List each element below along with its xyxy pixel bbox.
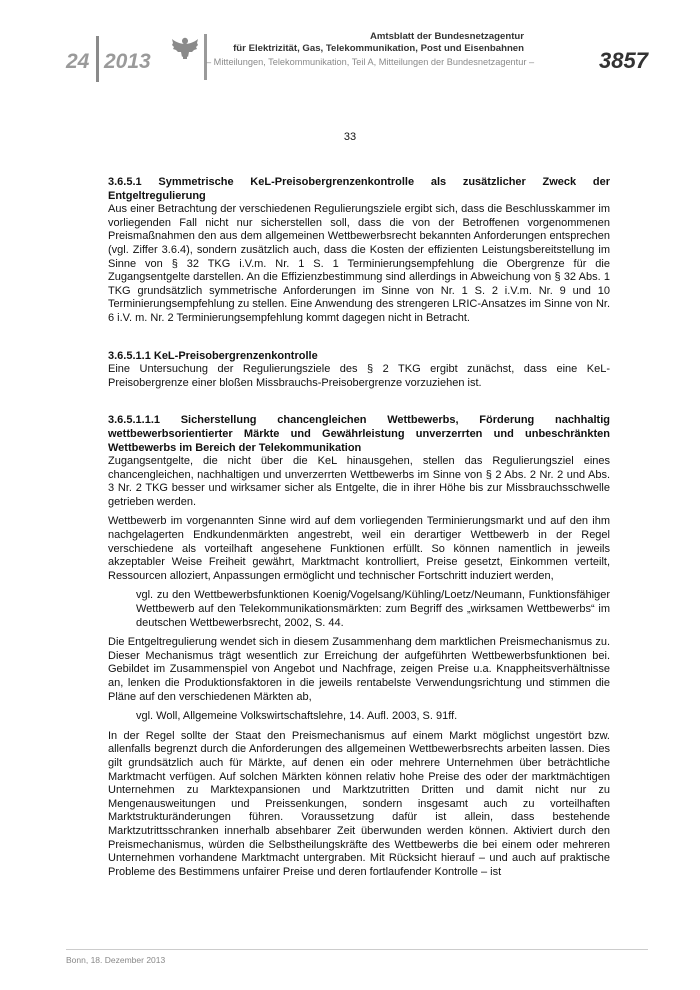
publication-subtitle: – Mitteilungen, Telekommunikation, Teil A, Mitteilungen der Bundesnetzagentur – (206, 57, 535, 67)
section-heading: 3.6.5.1 Symmetrische KeL-Preisobergrenzenkontrolle als zusätzlicher Zweck der Entgeltregulierung (108, 176, 610, 202)
section-heading: 3.6.5.1.1.1 Sicherstellung chancengleichen Wettbewerbs, Förderung nachhaltig wettbewerbsorientierter Märkte und Gewährleistung unverzerrten und unbeschränkten Wettbewerbs im Bereich der Telekommunikation (108, 414, 610, 454)
issue-year: 2013 (104, 50, 151, 73)
federal-eagle-icon (170, 32, 200, 62)
paragraph: Wettbewerb im vorgenannten Sinne wird auf dem vorliegenden Terminierungsmarkt und auf den ihm nachgelagerten Endkundenmärkten angestrebt, weil ein derartiger Wettbewerb in der Regel verschiedene als vorteilhaft angesehene Funktionen erfüllt. So können namentlich in jeweils akzeptabler Weise Freiheit gewährt, Marktmacht kontrolliert, Preise gesetzt, Einkommen verteilt, Ressourcen alloziert, Anpassungen ermöglicht und technischer Fortschritt induziert werden, (108, 515, 610, 582)
document-body (108, 176, 610, 879)
paragraph: Aus einer Betrachtung der verschiedenen Regulierungsziele ergibt sich, dass die Beschlusskammer im vorliegenden Fall nicht nur sicherstellen soll, dass die von der Betroffenen vorgenommenen Preismaßnahmen den aus dem allgemeinen Wettbewerbsrecht bekannten Anforderungen entsprechen (vgl. Ziffer 3.6.4), sondern zusätzlich auch, dass die Kosten der effizienten Leistungsbereitstellung im Sinne von § 32 TKG i.V.m. Nr. 1 S. 1 Terminierungsempfehlung die Obergrenze für die Zugangsentgelte darstellen. An die Effizienzbestimmung sind allerdings in Abweichung von § 32 Abs. 1 TKG grundsätzlich symmetrische Anforderungen im Sinne von Nr. 1 S. 2 i.V.m. Nr. 9 und 10 Terminierungsempfehlung zu stellen. Eine Anwendung des strengeren LRIC-Ansatzes im Sinne von Nr. 6 i.V. m. Nr. 2 Terminierungsempfehlung kommt dagegen nicht in Betracht. (108, 203, 610, 324)
citation-quote: vgl. zu den Wettbewerbsfunktionen Koenig/Vogelsang/Kühling/Loetz/Neumann, Funktionsfähiger Wettbewerb auf den Telekommunikationsmärkten: zum Begriff des „wirksamen Wettbewerbs“ im deutschen Wettbewerbsrecht, 2002, S. 44. (136, 589, 610, 629)
paragraph: Zugangsentgelte, die nicht über die KeL hinausgehen, stellen das Regulierungsziel eines chancengleichen, nachhaltigen und unverzerrten Wettbewerbs im Sinne von § 2 Abs. 2 Nr. 2 und Abs. 3 Nr. 2 TKG besser und wirksamer sicher als Entgelte, die in ihrer Höhe bis zur Missbrauchsschwelle getrieben werden. (108, 455, 610, 508)
document-page-number: 33 (343, 131, 357, 143)
paragraph: Die Entgeltregulierung wendet sich in diesem Zusammenhang dem marktlichen Preismechanismus zu. Dieser Mechanismus trägt wesentlich zur Erreichung der aufgeführten Wettbewerbsfunktionen bei. Gebildet im Zusammenspiel von Angebot und Nachfrage, zeigen Preise u.a. Knappheitsverhältnisse an, lenken die Produktionsfaktoren in die jeweils rentabelste Verwendungsrichtung und stimmen die Pläne auf den verschiedenen Märkten ab, (108, 636, 610, 703)
agency-line-1: Amtsblatt der Bundesnetzagentur (369, 31, 524, 42)
agency-title (210, 31, 524, 55)
journal-page-number: 3857 (599, 48, 648, 73)
section-heading: 3.6.5.1.1 KeL-Preisobergrenzenkontrolle (108, 349, 318, 362)
agency-line-2: für Elektrizität, Gas, Telekommunikation, Post und Eisenbahnen (233, 43, 524, 54)
paragraph: Eine Untersuchung der Regulierungsziele des § 2 TKG ergibt zunächst, dass eine KeL-Preisobergrenze einer bloßen Missbrauchs-Preisobergrenze vorzuziehen ist. (108, 363, 610, 389)
citation-quote: vgl. Woll, Allgemeine Volkswirtschaftslehre, 14. Aufl. 2003, S. 91ff. (136, 710, 458, 723)
footer-divider (66, 949, 648, 950)
footer-date: Bonn, 18. Dezember 2013 (66, 955, 166, 965)
issue-divider (96, 36, 99, 82)
page-header (0, 0, 700, 90)
paragraph: In der Regel sollte der Staat den Preismechanismus auf einem Markt möglichst ungestört bzw. allenfalls begrenzt durch die Anforderungen des allgemeinen Wettbewerbsrechts arbeiten lassen. Dies gilt grundsätzlich auch für Märkte, auf denen ein oder mehrere Unternehmen über beträchtliche Marktmacht verfügen. Auf solchen Märkten können relativ hohe Preise des oder der marktmächtigen Unternehmen zu Marktexpansionen und Marktzutritten Dritten und damit nicht nur zu Mengenausweitungen und Preissenkungen, sondern insgesamt auch zu vorteilhaften Marktstrukturänderungen führen. Voraussetzung dafür ist allein, dass bestehende Marktzutrittsschranken innerhalb absehbarer Zeit überwunden werden können. Aktiviert durch den Preismechanismus, würden die Selbstheilungskräfte des Wettbewerbs die bei einem oder mehreren Unternehmen vorhandene Marktmacht untergraben. Mit Rücksicht hierauf – und auch auf praktische Probleme des Bestimmens unfairer Preise und deren fortlaufender Kontrolle – ist (108, 729, 610, 878)
issue-number: 24 (66, 50, 90, 73)
